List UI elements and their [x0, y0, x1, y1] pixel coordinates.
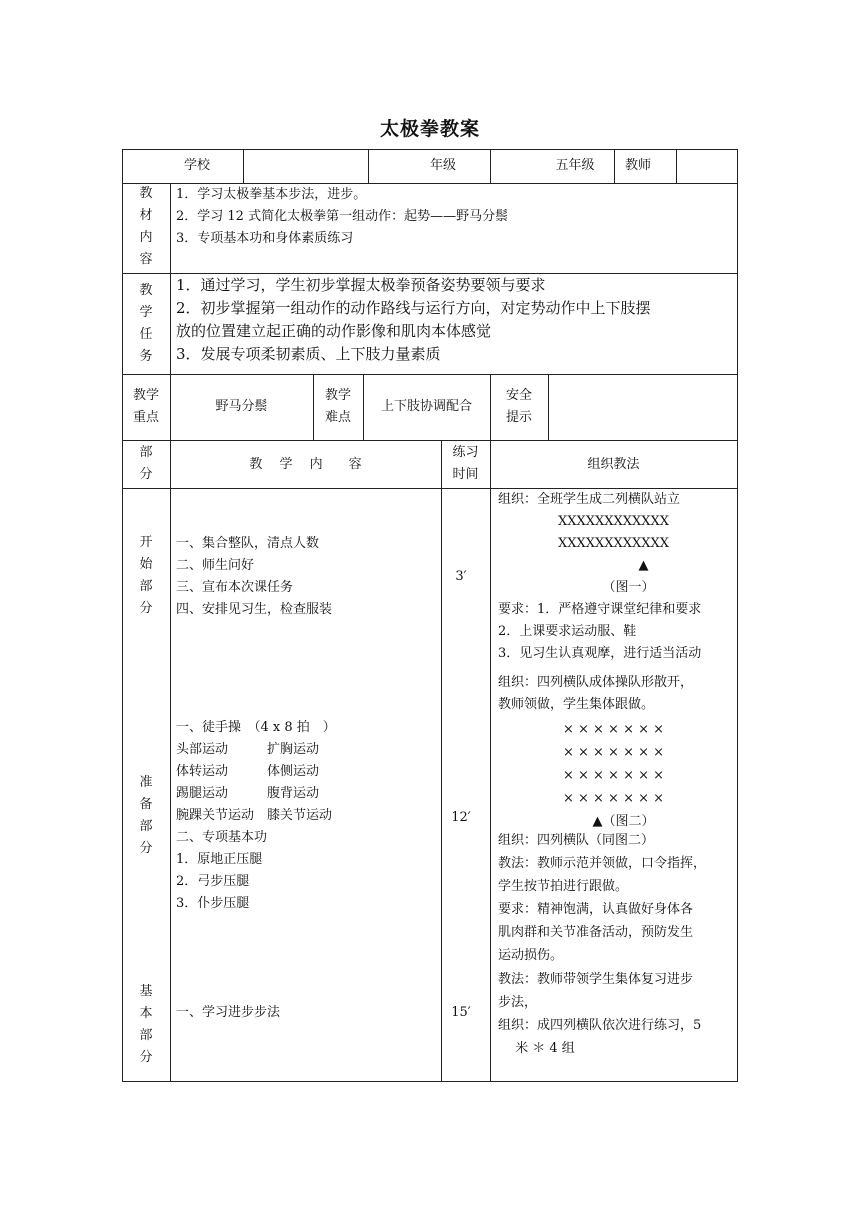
page-title: 太极拳教案 [379, 118, 480, 140]
row-divider [122, 374, 738, 375]
list-item: 运动损伤。 [498, 948, 564, 963]
list-item: 一、徒手操 （4 x 8 拍 ） [176, 720, 336, 735]
grade-value: 五年级 [555, 158, 595, 173]
list-item: 组织：四列横队成体操队形散开， [498, 675, 694, 690]
focus-value: 野马分鬃 [215, 399, 268, 414]
list-item: 2．学习 12 式简化太极拳第一组动作：起势——野马分鬃 [176, 209, 509, 224]
formation-row: × × × × × × × [562, 745, 665, 760]
col-divider [676, 149, 677, 183]
list-item: 1．通过学习，学生初步掌握太极拳预备姿势要领与要求 [176, 276, 546, 294]
formation-row: XXXXXXXXXXXX [557, 514, 670, 529]
formation-row: × × × × × × × [562, 722, 665, 737]
list-item: 3．仆步压腿 [176, 896, 250, 911]
list-item: 1．学习太极拳基本步法，进步。 [176, 187, 367, 202]
table-border [122, 149, 738, 150]
list-item: 3．发展专项柔韧素质、上下肢力量素质 [176, 345, 441, 363]
difficulty-label: 教学 难点 [324, 388, 351, 425]
col-divider [441, 440, 442, 1082]
row-divider [122, 440, 738, 441]
focus-label: 教学 重点 [132, 388, 159, 425]
part-label-start: 开 始 部 分 [139, 535, 153, 616]
list-item: 1．原地正压腿 [176, 852, 263, 867]
difficulty-value: 上下肢协调配合 [380, 399, 472, 414]
table-border [122, 149, 123, 1082]
col-divider [170, 183, 171, 1082]
list-item: 2．弓步压腿 [176, 874, 250, 889]
list-item: 二、专项基本功 [176, 830, 268, 845]
list-item: 2．初步掌握第一组动作的动作路线与运行方向，对定势动作中上下肢摆 [176, 299, 651, 317]
list-item: 3．见习生认真观摩，进行适当活动 [498, 646, 702, 661]
list-item: 一、集合整队，清点人数 [176, 536, 320, 551]
formation-row: XXXXXXXXXXXX [557, 536, 670, 551]
tasks-content [176, 274, 651, 366]
list-item: 教法：教师示范并领做，口令指挥， [498, 856, 707, 871]
list-item: 二、师生问好 [176, 558, 255, 573]
materials-content [176, 184, 508, 250]
teacher-triangle-icon: ▲ [638, 558, 649, 573]
list-item: 要求：1．严格遵守课堂纪律和要求 [498, 602, 702, 617]
list-item: 步法， [498, 995, 538, 1010]
col-divider [548, 374, 549, 440]
teacher-label: 教师 [624, 158, 651, 173]
start-method-top: 组织：全班学生成二列横队站立 [498, 492, 681, 507]
list-item: 体转运动 体侧运动 [176, 764, 320, 779]
figure-caption: （图一） [602, 580, 655, 595]
list-item: 肌肉群和关节准备活动，预防发生 [498, 925, 694, 940]
list-item: 要求：精神饱满，认真做好身体各 [498, 902, 694, 917]
list-item: 三、宣布本次课任务 [176, 580, 294, 595]
materials-label: 教 材 内 容 [139, 186, 153, 267]
list-item: 踢腿运动 腹背运动 [176, 786, 320, 801]
list-item: 四、安排见习生，检查服装 [176, 602, 333, 617]
part-label-basic: 基 本 部 分 [139, 984, 153, 1065]
list-item: 2．上课要求运动服、鞋 [498, 624, 637, 639]
tasks-label: 教 学 任 务 [139, 283, 153, 364]
formation-two [490, 718, 737, 833]
part-header: 部 分 [139, 445, 153, 482]
formation-row: × × × × × × × [562, 791, 665, 806]
formation-row: × × × × × × × [562, 768, 665, 783]
school-label: 学校 [183, 158, 210, 173]
content-header: 教 学 内 容 [249, 457, 362, 472]
list-item: 3．专项基本功和身体素质练习 [176, 231, 354, 246]
list-item: 学生按节拍进行跟做。 [498, 879, 629, 894]
table-border [737, 149, 738, 1082]
list-item: 组织：四列横队（同图二） [498, 833, 655, 848]
safety-label: 安全 提示 [505, 388, 532, 425]
formation-one [490, 511, 737, 599]
list-item: 组织：成四列横队依次进行练习，5 [498, 1018, 702, 1033]
part-label-prepare: 准 备 部 分 [139, 775, 153, 856]
basic-method [498, 968, 701, 1060]
prepare-time: 12′ [451, 810, 471, 825]
list-item: 教法：教师带领学生集体复习进步 [498, 972, 694, 987]
list-item: 放的位置建立起正确的动作影像和肌肉本体感觉 [176, 322, 492, 340]
list-item: 腕踝关节运动 膝关节运动 [176, 808, 333, 823]
method-header: 组织教法 [587, 457, 640, 472]
basic-time: 15′ [451, 1005, 471, 1020]
basic-content: 一、学习进步步法 [176, 1005, 281, 1020]
list-item: 教师领做，学生集体跟做。 [498, 697, 655, 712]
prepare-content [176, 717, 336, 915]
list-item: 米 ＊ 4 组 [498, 1041, 575, 1056]
grade-label: 年级 [429, 158, 456, 173]
prepare-method-bottom [498, 829, 706, 967]
prepare-method-top [498, 672, 693, 716]
table-border [122, 1081, 738, 1082]
start-time: 3′ [455, 569, 467, 584]
start-method-bottom [498, 599, 701, 665]
figure-caption: ▲（图二） [592, 814, 655, 829]
time-header: 练习 时间 [452, 445, 479, 482]
start-content [176, 533, 332, 621]
list-item: 头部运动 扩胸运动 [176, 742, 320, 757]
